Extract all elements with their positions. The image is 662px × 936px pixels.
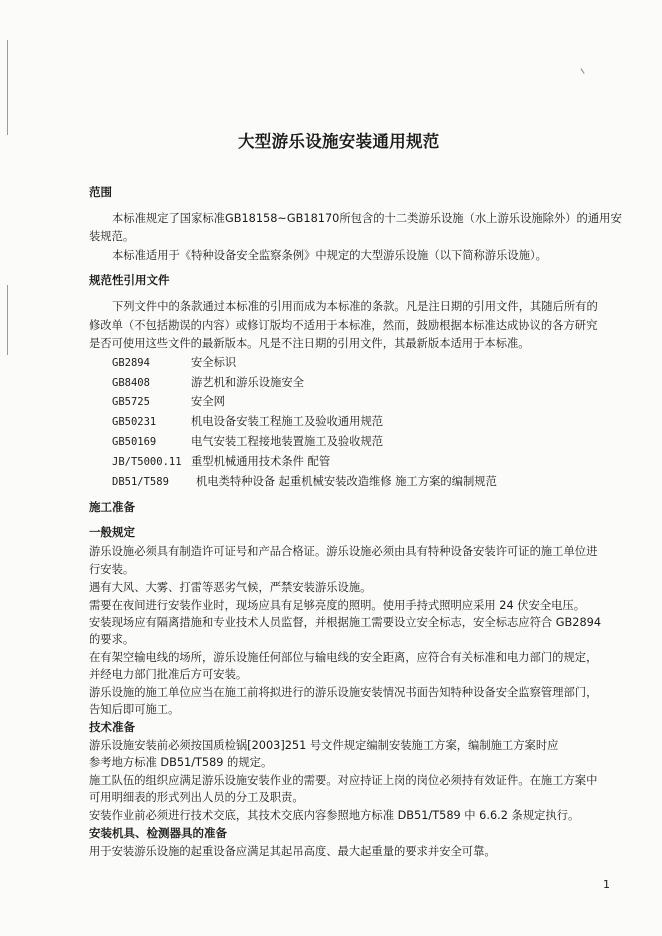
paragraph-line: 的要求。: [89, 633, 135, 646]
reference-title: 机电类特种设备 起重机械安装改造维修 施工方案的编制规范: [196, 475, 497, 488]
paragraph-line: 可用明细表的形式列出人员的分工及职责。: [89, 791, 304, 804]
page-number: 1: [603, 878, 610, 891]
paragraph-line: 安装作业前必须进行技术交底，其技术交底内容参照地方标准 DB51/T589 中 6.6.2 条规定执行。: [89, 809, 580, 822]
reference-code: GB5725: [112, 396, 150, 408]
subsection-heading-tools: 安装机具、检测器具的准备: [89, 826, 227, 840]
paragraph-line: 安装现场应有隔离措施和专业技术人员监督，并根据施工需要设立安全标志，安全标志应符合 GB2894: [89, 616, 602, 629]
subsection-heading-general: 一般规定: [89, 525, 135, 539]
paragraph-line: 修改单（不包括勘误的内容）或修订版均不适用于本标准，然而，鼓励根据本标准达成协议的各方研究: [89, 319, 598, 332]
reference-code: GB2894: [112, 357, 150, 369]
paragraph-line: 参考地方标准 DB51/T589 的规定。: [89, 756, 273, 769]
reference-title: 重型机械通用技术条件 配管: [191, 455, 331, 468]
reference-code: GB8408: [112, 377, 150, 389]
reference-title: 机电设备安装工程施工及验收通用规范: [191, 415, 384, 428]
subsection-heading-technical: 技术准备: [89, 720, 135, 734]
scan-edge-line: [7, 40, 8, 135]
section-heading-normative-references: 规范性引用文件: [89, 273, 170, 287]
paragraph-line: 下列文件中的条款通过本标准的引用而成为本标准的条款。凡是注日期的引用文件，其随后所有的: [112, 300, 598, 313]
scan-edge-line: [7, 285, 8, 355]
paragraph-line: 在有架空输电线的场所，游乐设施任何部位与输电线的安全距离，应符合有关标准和电力部门的规定，: [89, 651, 598, 664]
paragraph-line: 装规范。: [89, 230, 135, 243]
paragraph-line: 行安装。: [89, 563, 135, 576]
paragraph-line: 并经电力部门批准后方可安装。: [89, 668, 248, 681]
paragraph-line: 需要在夜间进行安装作业时，现场应具有足够亮度的照明。使用手持式照明应采用 24 伏安全电压。: [89, 599, 586, 612]
document-title: 大型游乐设施安装通用规范: [238, 132, 440, 151]
reference-code: GB50231: [112, 416, 157, 428]
paragraph-line: 用于安装游乐设施的起重设备应满足其起吊高度、最大起重量的要求并安全可靠。: [89, 845, 496, 858]
reference-title: 游艺机和游乐设施安全: [191, 376, 304, 389]
paragraph-line: 本标准适用于《特种设备安全监察条例》中规定的大型游乐设施（以下简称游乐设施）。: [112, 249, 547, 262]
section-heading-scope: 范围: [89, 185, 112, 199]
paragraph-line: 施工队伍的组织应满足游乐设施安装作业的需要。对应持证上岗的岗位必须持有效证件。在施工方案中: [89, 774, 598, 787]
paragraph-line: 游乐设施必须具有制造许可证号和产品合格证。游乐设施必须由具有特种设备安装许可证的施工单位进: [89, 545, 598, 558]
scan-speck: [580, 68, 584, 73]
section-heading-construction-prep: 施工准备: [89, 500, 135, 514]
paragraph-line: 游乐设施安装前必须按国质检锅[2003]251 号文件规定编制安装施工方案，编制施工方案时应: [89, 739, 559, 752]
reference-code: GB50169: [112, 436, 157, 448]
paragraph-line: 告知后即可施工。: [89, 703, 180, 716]
reference-title: 电气安装工程接地装置施工及验收规范: [191, 435, 384, 448]
paragraph-line: 是否可使用这些文件的最新版本。凡是不注日期的引用文件，其最新版本适用于本标准。: [89, 337, 530, 350]
reference-code: DB51/T589: [112, 476, 169, 488]
reference-title: 安全标识: [191, 356, 237, 369]
paragraph-line: 遇有大风、大雾、打雷等恶劣气候，严禁安装游乐设施。: [89, 581, 372, 594]
reference-title: 安全网: [191, 395, 225, 408]
reference-code: JB/T5000.11: [112, 456, 182, 468]
paragraph-line: 游乐设施的施工单位应当在施工前将拟进行的游乐设施安装情况书面告知特种设备安全监察管理部门，: [89, 686, 598, 699]
paragraph-line: 本标准规定了国家标准GB18158~GB18170所包含的十二类游乐设施（水上游乐设施除外）的通用安: [112, 212, 622, 225]
